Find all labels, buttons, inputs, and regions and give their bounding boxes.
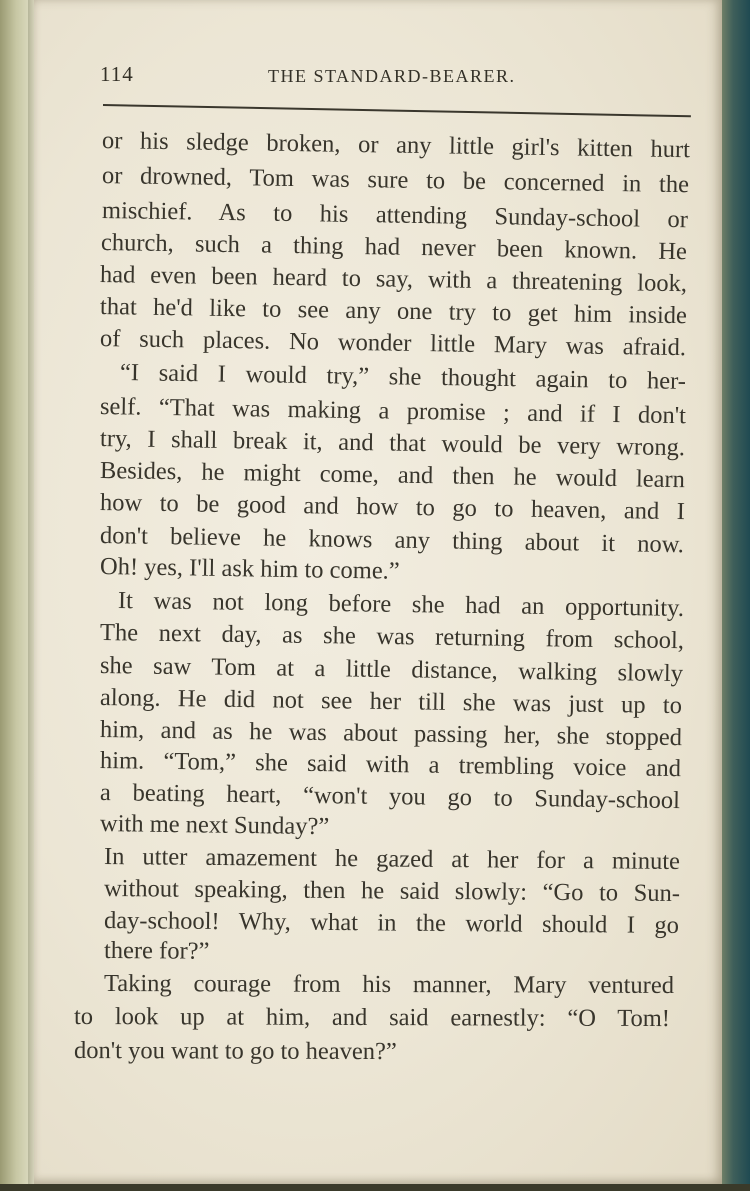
- text-line: or his sledge broken, or any little girl's kitten hurt: [101, 127, 691, 164]
- text-line: she saw Tom at a little distance, walking slowly: [99, 652, 684, 688]
- text-line: In utter amazement he gazed at her for a minute: [103, 843, 681, 876]
- text-line: don't you want to go to heaven?”: [73, 1037, 397, 1066]
- text-line: Besides, he might come, and then he would learn: [99, 457, 686, 494]
- running-title: THE STANDARD-BEARER.: [268, 66, 516, 86]
- text-line: don't believe he knows any thing about it now.: [99, 522, 685, 559]
- text-line: mischief. As to his attending Sunday-school or: [101, 197, 689, 234]
- text-line: without speaking, then he said slowly: “Go to Sun-: [103, 875, 681, 908]
- text-line: that he'd like to see any one try to get him inside: [99, 293, 688, 330]
- text-line: or drowned, Tom was sure to be concerned in the: [101, 162, 690, 199]
- text-line: how to be good and how to go to heaven, and I: [99, 489, 686, 526]
- text-line: self. “That was making a promise ; and if I don't: [99, 393, 687, 430]
- text-line: church, such a thing had never been known. He: [100, 229, 688, 266]
- page-number: 114: [100, 62, 134, 86]
- text-line: a beating heart, “won't you go to Sunday-school: [99, 779, 681, 815]
- text-line: to look up at him, and said earnestly: “O Tom!: [73, 1003, 671, 1033]
- text-line: try, I shall break it, and that would be very wrong.: [99, 425, 686, 462]
- text-line: along. He did not see her till she was just up to: [99, 684, 683, 720]
- text-line: The next day, as she was returning from school,: [99, 619, 685, 655]
- text-line: with me next Sunday?”: [99, 810, 330, 841]
- text-line: him. “Tom,” she said with a trembling voice and: [99, 747, 682, 783]
- text-line: Oh! yes, I'll ask him to come.”: [99, 553, 400, 585]
- text-line: of such places. No wonder little Mary was afraid.: [99, 325, 687, 362]
- text-line: “I said I would try,” she thought again to her-: [119, 359, 687, 395]
- text-line: there for?”: [103, 937, 210, 965]
- text-line: day-school! Why, what in the world should I go: [103, 907, 680, 940]
- text-line: had even been heard to say, with a threatening look,: [99, 261, 688, 298]
- text-line: him, and as he was about passing her, she stopped: [99, 716, 683, 752]
- text-line: It was not long before she had an opportunity.: [117, 587, 685, 622]
- text-line: Taking courage from his manner, Mary ventured: [103, 970, 675, 999]
